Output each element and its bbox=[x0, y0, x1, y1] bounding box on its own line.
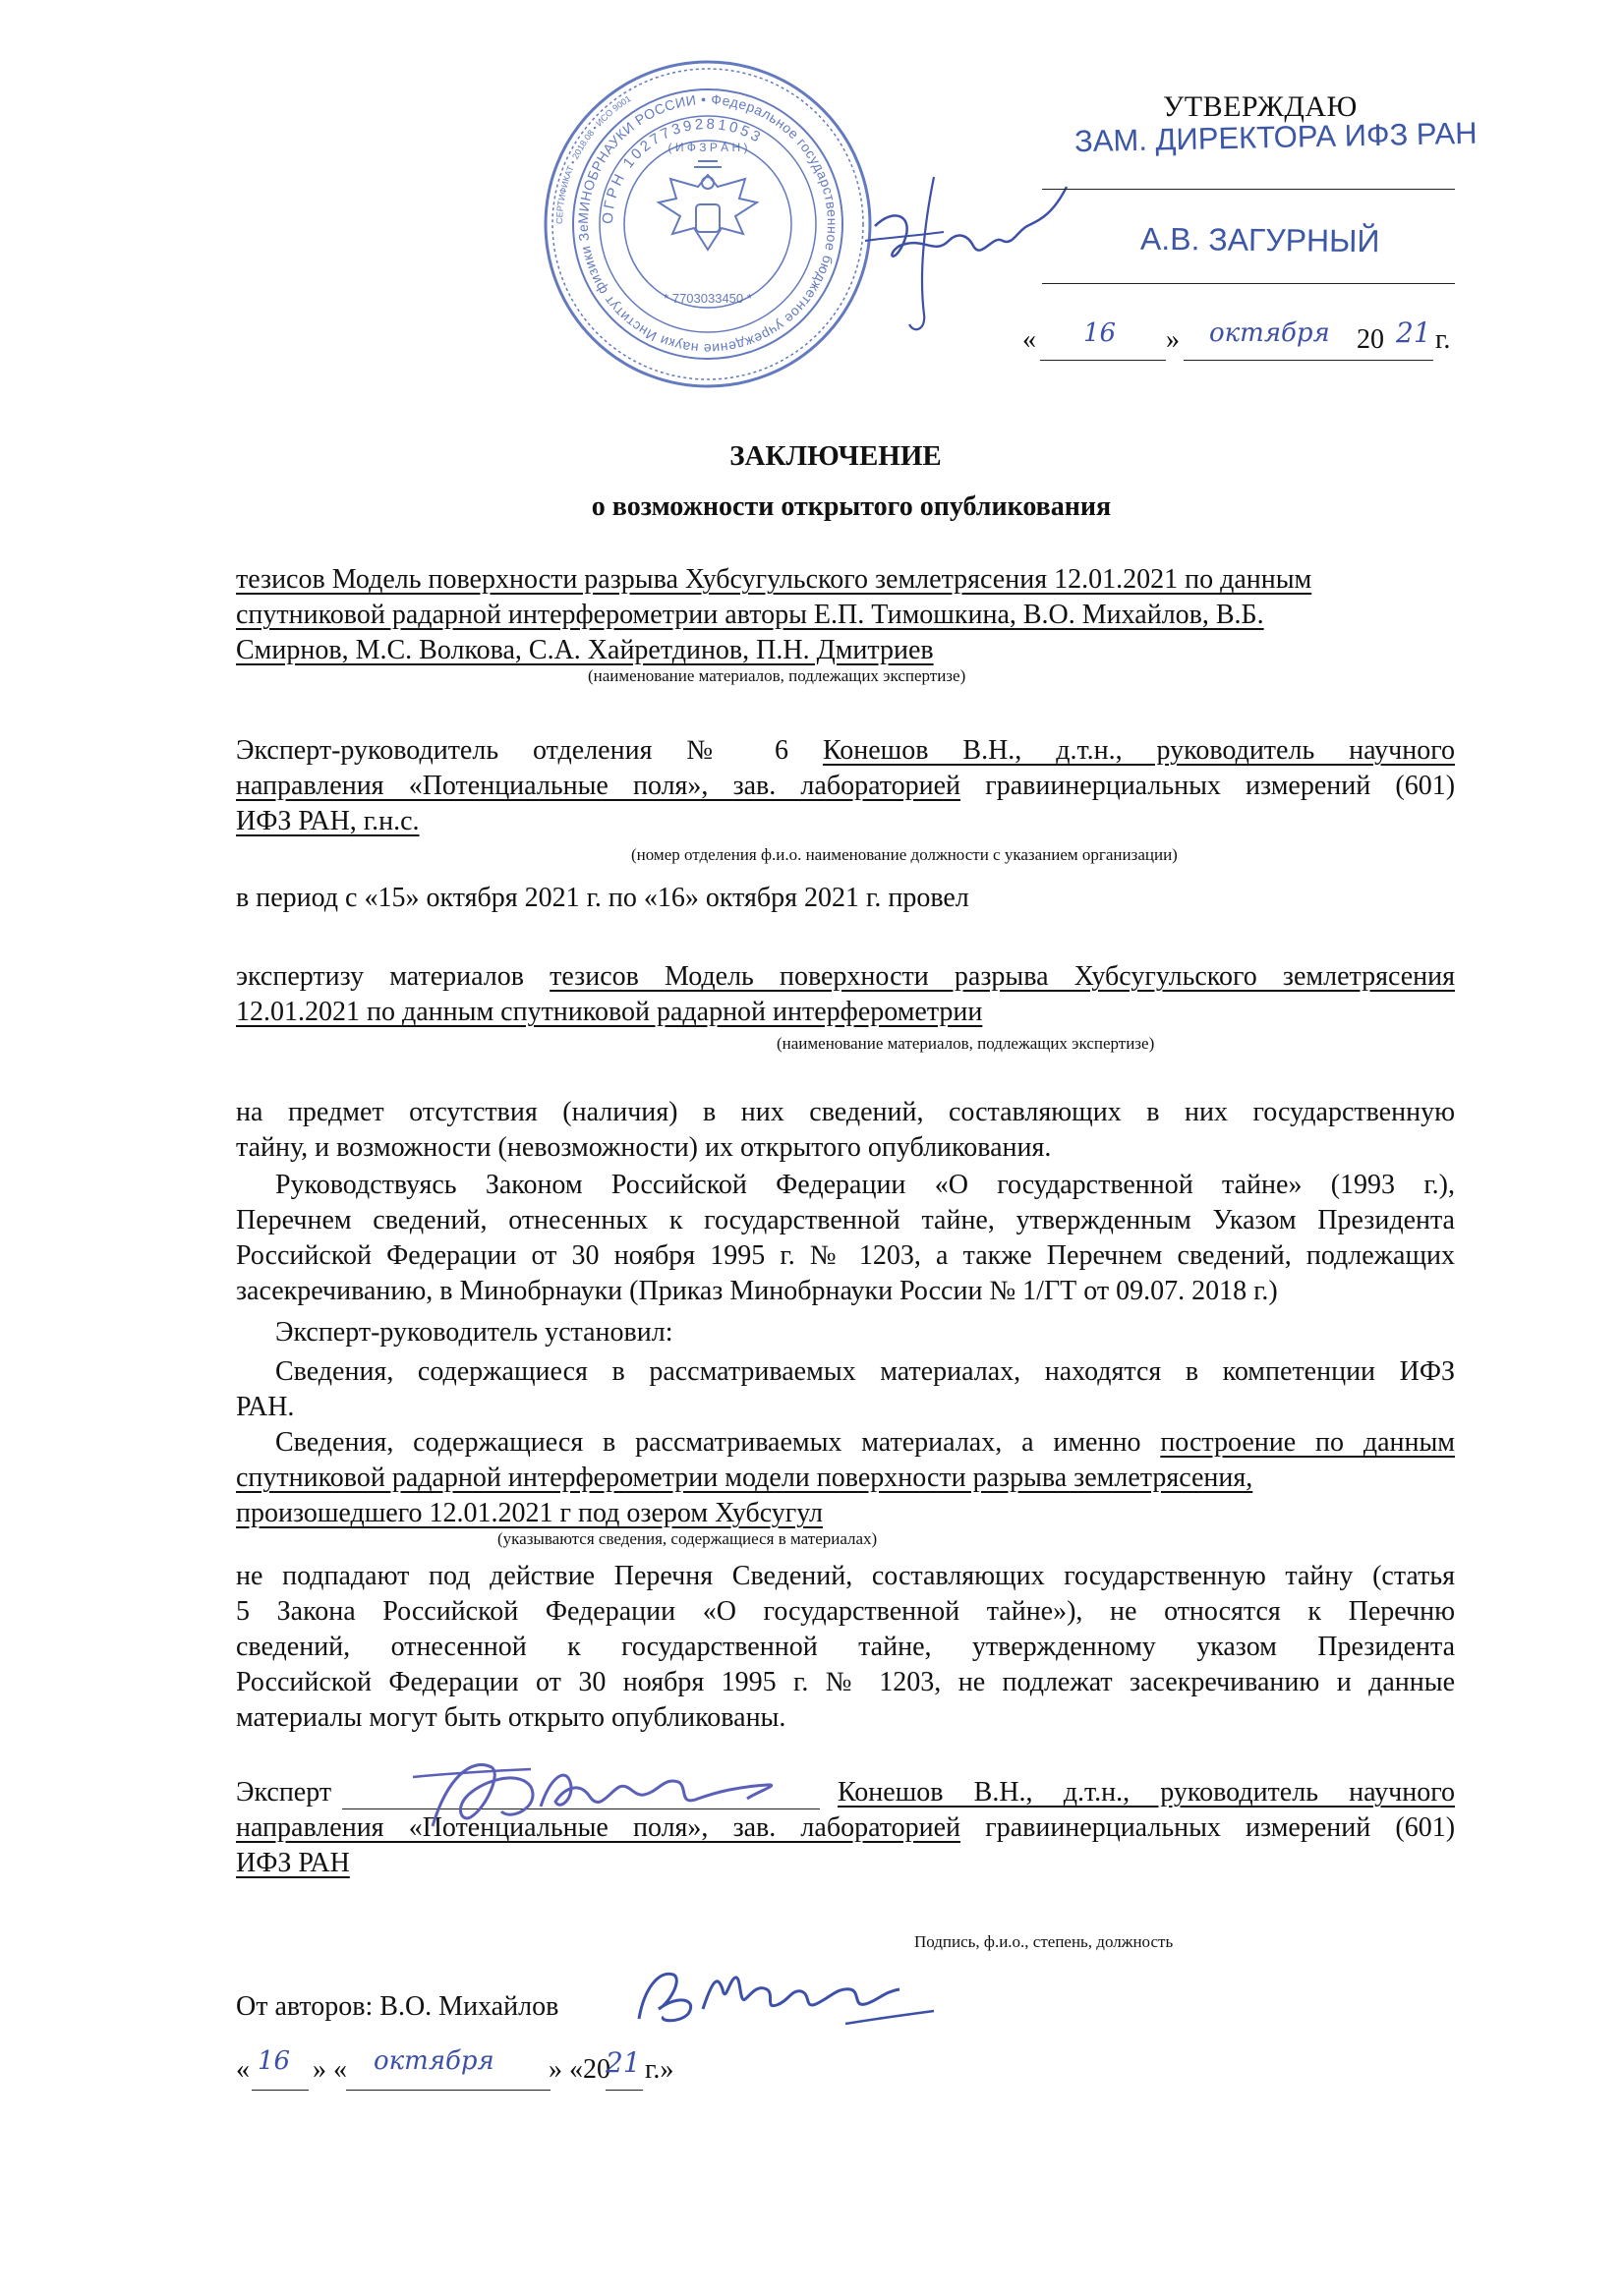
subject-block bbox=[236, 1095, 1455, 1166]
seal-ogrn: ОГРН 1027739281053 bbox=[599, 115, 766, 225]
approver-name-stamp: А.В. ЗАГУРНЫЙ bbox=[1139, 220, 1380, 259]
approval-year-end: г. bbox=[1435, 324, 1451, 355]
expert-line-2-value: направления «Потенциальные поля», зав. лабораторией bbox=[236, 771, 961, 801]
materials-line-2: спутниковой радарной интерферометрии авторы Е.П. Тимошкина, В.О. Михайлов, В.Б. bbox=[236, 600, 1264, 630]
details-prefix: Сведения, содержащиеся в рассматриваемых материалах, а именно bbox=[275, 1427, 1141, 1458]
authors-date bbox=[236, 2046, 747, 2094]
expert-sign-line-1-value: Конешов В.Н., д.т.н., руководитель научного bbox=[838, 1777, 1455, 1808]
conclusion-line-4: Российской Федерации от 30 ноября 1995 г. № 1203, не подлежат засекречиванию и данные bbox=[236, 1667, 1455, 1697]
authors-day: 16 bbox=[258, 2046, 291, 2076]
expert-block bbox=[236, 733, 1455, 839]
conclusion-block bbox=[236, 1559, 1455, 1736]
competence-block bbox=[236, 1354, 1455, 1425]
expertise-line-1-value: тезисов Модель поверхности разрыва Хубсугульского землетрясения bbox=[550, 961, 1455, 992]
approver-position-line bbox=[1042, 189, 1455, 190]
details-line-1 bbox=[236, 1425, 1455, 1461]
expert-line-3-value: ИФЗ РАН, г.н.с. bbox=[236, 806, 420, 836]
conclusion-line-5: материалы могут быть открыто опубликованы. bbox=[236, 1702, 786, 1733]
expert-line-1-prefix: Эксперт-руководитель отделения № 6 bbox=[236, 735, 789, 766]
guided-line-1: Руководствуясь Законом Российской Федерации «О государственной тайне» (1993 г.), bbox=[275, 1170, 1455, 1200]
details-caption: (указываются сведения, содержащиеся в материалах) bbox=[497, 1529, 878, 1548]
materials-line-1: тезисов Модель поверхности разрыва Хубсугульского землетрясения 12.01.2021 по данным bbox=[236, 564, 1312, 595]
approval-year-suffix: 21 bbox=[1396, 316, 1431, 349]
expert-sign-label: Эксперт bbox=[236, 1777, 332, 1808]
seal-outer-text: МИНОБРНАУКИ РОССИИ • Федеральное государственное бюджетное учреждение науки Институт физики Зе bbox=[574, 90, 841, 358]
approve-heading: УТВЕРЖДАЮ bbox=[1163, 90, 1358, 123]
conclusion-line-3: сведений, отнесенной к государственной тайне, утвержденному указом Президента bbox=[236, 1632, 1455, 1662]
expert-line-1 bbox=[236, 733, 1455, 769]
materials-block bbox=[236, 562, 1455, 668]
guided-line-2: Перечнем сведений, отнесенных к государственной тайне, утвержденным Указом Президента bbox=[236, 1205, 1455, 1235]
materials-caption: (наименование материалов, подлежащих экспертизе) bbox=[588, 666, 966, 685]
authors-date-open: « bbox=[236, 2054, 250, 2085]
guided-block bbox=[236, 1168, 1455, 1309]
details-line-1-value: построение по данным bbox=[1160, 1427, 1456, 1458]
author-signature-icon bbox=[619, 1950, 944, 2038]
conclusion-line-2: 5 Закона Российской Федерации «О государственной тайне»), не относятся к Перечню bbox=[236, 1596, 1455, 1627]
authors-label: От авторов: В.О. Михайлов bbox=[236, 1991, 559, 2022]
approver-position-stamp: ЗАМ. ДИРЕКТОРА ИФЗ РАН bbox=[1073, 115, 1478, 159]
approver-name-line bbox=[1042, 283, 1455, 284]
seal-rim-text: СЕРТИФИКАТ • 2018.08 • ИСО 9001 bbox=[553, 93, 633, 225]
expertise-prefix: экспертизу материалов bbox=[236, 961, 524, 992]
approval-date bbox=[1022, 316, 1465, 364]
document-subtitle: о возможности открытого опубликования bbox=[591, 491, 1112, 522]
approval-day: 16 bbox=[1083, 318, 1117, 348]
guided-line-3: Российской Федерации от 30 ноября 1995 г. № 1203, а также Перечнем сведений, подлежащих bbox=[236, 1240, 1455, 1271]
svg-text:МИНОБРНАУКИ РОССИИ • Федеральн bbox=[541, 57, 841, 357]
director-signature-icon bbox=[855, 147, 1081, 344]
details-line-2-value: спутниковой радарной интерферометрии модели поверхности разрыва землетрясения, bbox=[236, 1463, 1253, 1493]
expertise-line-1 bbox=[236, 959, 1455, 995]
authors-year-end: г.» bbox=[645, 2054, 674, 2085]
expert-sign-line-2-value: направления «Потенциальные поля», зав. лабораторией bbox=[236, 1812, 961, 1843]
expert-sign-line-3-value: ИФЗ РАН bbox=[236, 1848, 350, 1878]
expertise-caption: (наименование материалов, подлежащих экспертизе) bbox=[777, 1034, 1155, 1053]
round-seal bbox=[541, 57, 875, 391]
authors-date-mid: » « bbox=[313, 2054, 347, 2085]
expert-line-2 bbox=[236, 769, 1455, 804]
materials-line-3: Смирнов, М.С. Волкова, С.А. Хайретдинов, П.Н. Дмитриев bbox=[236, 635, 934, 665]
period-text: в период с «15» октября 2021 г. по «16» октября 2021 г. провел bbox=[236, 883, 969, 913]
seal-abbr: ( И Ф З Р А Н ) bbox=[667, 141, 748, 154]
document-title: ЗАКЛЮЧЕНИЕ bbox=[729, 440, 942, 472]
established-text: Эксперт-руководитель установил: bbox=[275, 1317, 673, 1348]
authors-month: октября bbox=[374, 2046, 494, 2076]
seal-inn: * 7703033450 * bbox=[664, 291, 752, 306]
expert-signature-icon bbox=[393, 1738, 826, 1846]
expert-sign-line-2-rest: гравиинерциальных измерений (601) bbox=[985, 1812, 1456, 1843]
competence-line-1: Сведения, содержащиеся в рассматриваемых материалах, находятся в компетенции ИФЗ bbox=[275, 1356, 1455, 1387]
conclusion-line-1: не подпадают под действие Перечня Сведений, составляющих государственную тайну (статья bbox=[236, 1561, 1455, 1591]
expert-caption: (номер отделения ф.и.о. наименование должности с указанием организации) bbox=[631, 845, 1178, 864]
subject-line-1: на предмет отсутствия (наличия) в них сведений, составляющих в них государственную bbox=[236, 1097, 1455, 1127]
approval-month: октября bbox=[1209, 318, 1330, 348]
authors-year-suffix: 21 bbox=[606, 2046, 641, 2079]
authors-year-prefix: » «20 bbox=[549, 2054, 610, 2085]
expert-line-2-rest: гравиинерциальных измерений (601) bbox=[985, 771, 1456, 801]
subject-line-2: тайну, и возможности (невозможности) их открытого опубликования. bbox=[236, 1132, 1052, 1163]
expert-line-1-value: Конешов В.Н., д.т.н., руководитель научного bbox=[822, 735, 1456, 766]
expert-sign-caption: Подпись, ф.и.о., степень, должность bbox=[914, 1932, 1174, 1951]
date-open-quote: « bbox=[1022, 324, 1036, 355]
approval-year-prefix: 20 bbox=[1357, 324, 1384, 355]
details-line-3-value: произошедшего 12.01.2021 г под озером Хубсугул bbox=[236, 1498, 824, 1528]
date-close-quote: » bbox=[1166, 324, 1180, 355]
expertise-block bbox=[236, 959, 1455, 1030]
expertise-line-2-value: 12.01.2021 по данным спутниковой радарной интерферометрии bbox=[236, 997, 983, 1027]
competence-line-2: РАН. bbox=[236, 1392, 295, 1422]
guided-line-4: засекречиванию, в Минобрнауки (Приказ Минобрнауки России № 1/ГТ от 09.07. 2018 г.) bbox=[236, 1276, 1278, 1306]
seal-icon bbox=[541, 57, 875, 391]
details-block bbox=[236, 1425, 1455, 1531]
